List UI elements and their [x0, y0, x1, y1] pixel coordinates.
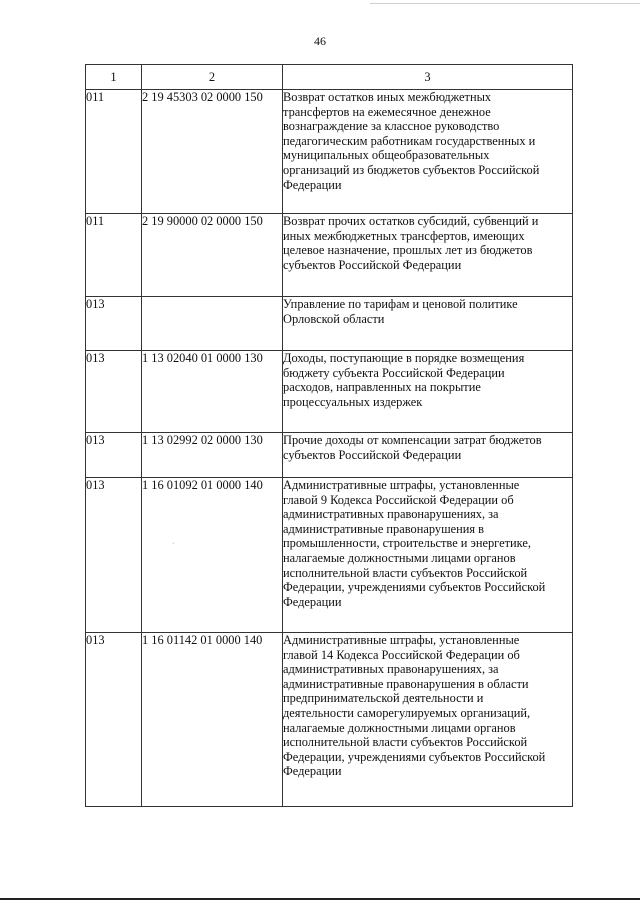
description-line: Управление по тарифам и ценовой политике — [283, 297, 518, 311]
description-line: Доходы, поступающие в порядке возмещения — [283, 351, 525, 365]
description-line: вознаграждение за классное руководство — [283, 119, 500, 134]
admin-code-cell: 013 — [86, 478, 142, 633]
column-header-1: 1 — [86, 65, 142, 90]
description-cell — [283, 297, 573, 351]
description-line: административные правонарушения в — [283, 521, 485, 536]
admin-code-cell: 013 — [86, 351, 142, 433]
description-line: субъектов Российской Федерации — [283, 447, 462, 462]
table-body — [86, 90, 573, 807]
table-row — [86, 90, 573, 214]
description-line: муниципальных общеобразовательных — [283, 148, 490, 163]
description-line: Федерации — [283, 764, 342, 779]
column-header-3: 3 — [283, 65, 573, 90]
description-line: Орловской области — [283, 311, 385, 326]
table-header-row — [86, 65, 573, 90]
description-line: промышленности, строительстве и энергетике, — [283, 536, 531, 551]
description-line: Федерации, учреждениями субъектов Российской — [283, 580, 546, 595]
description-line: педагогическим работникам государственных и — [283, 133, 536, 148]
description-cell — [283, 214, 573, 297]
admin-code-cell: 013 — [86, 433, 142, 478]
description-line: Возврат остатков иных межбюджетных — [283, 90, 492, 104]
admin-code-cell: 013 — [86, 633, 142, 807]
description-line: главой 9 Кодекса Российской Федерации об — [283, 492, 514, 507]
table-row — [86, 433, 573, 478]
budget-classification-code-cell: 1 13 02992 02 0000 130 — [142, 433, 283, 478]
description-line: административные правонарушения в области — [283, 676, 529, 691]
description-line: расходов, направленных на покрытие — [283, 380, 481, 395]
page-number: 46 — [314, 34, 326, 48]
admin-code-cell: 013 — [86, 297, 142, 351]
description-line: Федерации — [283, 177, 342, 192]
budget-classification-code-cell: 1 16 01142 01 0000 140 — [142, 633, 283, 807]
budget-classification-code-cell: 1 16 01092 01 0000 140 — [142, 478, 283, 633]
description-cell — [283, 433, 573, 478]
description-line: Административные штрафы, установленные — [283, 633, 520, 647]
description-line: административных правонарушениях, за — [283, 507, 499, 522]
description-line: налагаемые должностными лицами органов — [283, 720, 516, 735]
budget-classification-code-cell: 1 13 02040 01 0000 130 — [142, 351, 283, 433]
scan-speck: ˓ — [172, 538, 175, 546]
description-line: исполнительной власти субъектов Российской — [283, 735, 528, 750]
bottom-scan-line — [0, 898, 640, 900]
column-header-2: 2 — [142, 65, 283, 90]
description-line: иных межбюджетных трансфертов, имеющих — [283, 228, 525, 243]
table-row — [86, 214, 573, 297]
description-cell — [283, 351, 573, 433]
description-line: деятельности саморегулируемых организаций, — [283, 705, 531, 720]
description-cell — [283, 90, 573, 214]
description-line: субъектов Российской Федерации — [283, 257, 462, 272]
description-line: трансфертов на ежемесячное денежное — [283, 104, 491, 119]
budget-classification-code-cell: 2 19 45303 02 0000 150 — [142, 90, 283, 214]
table-row — [86, 297, 573, 351]
admin-code-cell: 011 — [86, 90, 142, 214]
description-line: процессуальных издержек — [283, 394, 423, 409]
description-line: Федерации, учреждениями субъектов Российской — [283, 749, 546, 764]
budget-classification-code-cell: 2 19 90000 02 0000 150 — [142, 214, 283, 297]
top-scan-line — [370, 3, 640, 4]
description-line: организаций из бюджетов субъектов Российской — [283, 162, 540, 177]
description-line: главой 14 Кодекса Российской Федерации об — [283, 647, 520, 662]
description-line: исполнительной власти субъектов Российской — [283, 565, 528, 580]
budget-classification-code-cell — [142, 297, 283, 351]
table-row — [86, 351, 573, 433]
description-line: Административные штрафы, установленные — [283, 478, 520, 492]
admin-code-cell: 011 — [86, 214, 142, 297]
description-line: налагаемые должностными лицами органов — [283, 550, 516, 565]
description-line: предпринимательской деятельности и — [283, 691, 484, 706]
description-line: целевое назначение, прошлых лет из бюджетов — [283, 243, 533, 258]
description-line: Прочие доходы от компенсации затрат бюджетов — [283, 433, 542, 447]
description-line: Возврат прочих остатков субсидий, субвенций и — [283, 214, 539, 228]
description-line: административных правонарушениях, за — [283, 662, 499, 677]
description-cell — [283, 633, 573, 807]
description-cell — [283, 478, 573, 633]
table-row — [86, 478, 573, 633]
description-line: бюджету субъекта Российской Федерации — [283, 365, 505, 380]
description-line: Федерации — [283, 594, 342, 609]
revenue-codes-table — [85, 64, 573, 807]
table-row — [86, 633, 573, 807]
